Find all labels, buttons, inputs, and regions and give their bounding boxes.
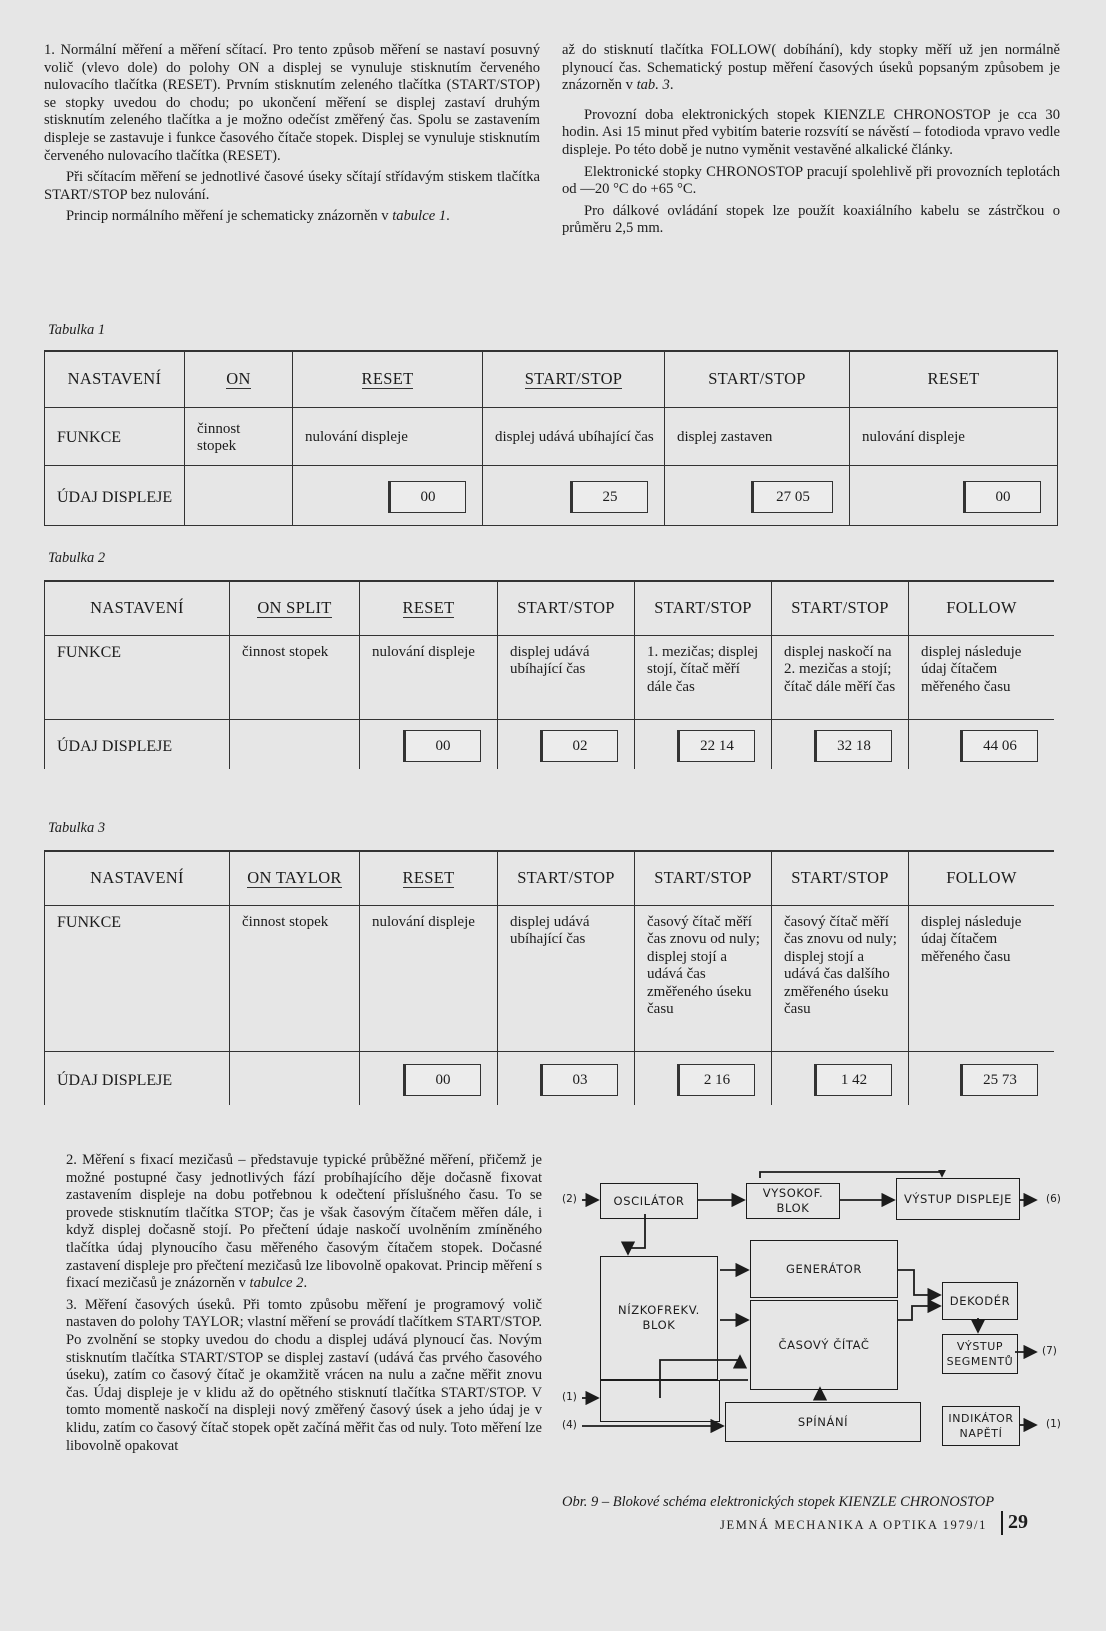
display-cell: [498, 1051, 635, 1105]
header-cell: START/STOP: [635, 851, 772, 905]
table3-caption: Tabulka 3: [48, 820, 106, 836]
header-cell: ON TAYLOR: [230, 851, 360, 905]
voltage-indicator-block: INDIKÁTOR NAPĚTÍ: [942, 1406, 1020, 1446]
function-cell: FUNKCE: [45, 635, 230, 719]
header-cell: FOLLOW: [909, 581, 1055, 635]
display-cell: [185, 465, 293, 525]
paragraph-principle: Princip normálního měření je schematicky znázorněn v tabulce 1.: [66, 208, 450, 225]
table-reference: tabulce 2: [249, 1275, 304, 1292]
function-cell: činnost stopek: [230, 635, 360, 719]
header-cell: NASTAVENÍ: [45, 351, 185, 407]
function-cell: displej udává ubíhající čas: [498, 905, 635, 1051]
display-cell: [230, 1051, 360, 1105]
display-label: ÚDAJ DISPLEJE: [45, 1051, 230, 1105]
display-cell: [498, 719, 635, 769]
header-cell: FOLLOW: [909, 851, 1055, 905]
header-cell: START/STOP: [772, 851, 909, 905]
display-value: 22 14: [677, 730, 755, 762]
table-reference: tab. 3: [636, 77, 670, 94]
display-cell: [909, 719, 1055, 769]
header-cell: RESET: [360, 851, 498, 905]
display-cell: [483, 465, 665, 525]
display-value: 44 06: [960, 730, 1038, 762]
display-output-block: VÝSTUP DISPLEJE: [896, 1178, 1020, 1220]
table-display-row: [45, 719, 1055, 769]
function-cell: displej následuje údaj čítačem měřeného času: [909, 905, 1055, 1051]
paragraph-follow: až do stisknutí tlačítka FOLLOW( dobíhání), kdy stopky měří už jen normálně plynoucí čas. Schematický postup měření časových úseků popsaným způsobem je znázorněn v tab. 3.: [562, 42, 1060, 94]
header-cell: RESET: [850, 351, 1058, 407]
display-value: 02: [540, 730, 618, 762]
table2-caption: Tabulka 2: [48, 550, 106, 566]
paragraph-additive-measurement: Při sčítacím měření se jednotlivé časové úseky sčítají střídavým stiskem tlačítka START/STOP bez nulování.: [44, 169, 540, 203]
footer-divider: [1001, 1511, 1003, 1535]
display-cell: [360, 719, 498, 769]
input-label-4: (4): [562, 1419, 577, 1431]
function-cell: časový čítač měří čas znovu od nuly; displej stojí a udává čas změřeného úseku času: [635, 905, 772, 1051]
display-cell: [772, 1051, 909, 1105]
header-cell: RESET: [360, 581, 498, 635]
table-header-row: [45, 351, 1058, 407]
display-value: 00: [388, 481, 466, 513]
paragraph-operating-time: Provozní doba elektronických stopek KIENZLE CHRONOSTOP je cca 30 hodin. Asi 15 minut před vybitím baterie rozsvítí se návěstí – fotodioda vpravo vedle displeje. Po této době je nutno vyměnit vestavěné alkalické články.: [562, 106, 1060, 158]
header-cell: RESET: [293, 351, 483, 407]
header-cell: NASTAVENÍ: [45, 851, 230, 905]
display-cell: [293, 465, 483, 525]
display-label: ÚDAJ DISPLEJE: [45, 719, 230, 769]
header-cell: NASTAVENÍ: [45, 581, 230, 635]
intro-left-column: [44, 42, 540, 230]
display-value: 03: [540, 1064, 618, 1096]
figure-caption: Obr. 9 – Blokové schéma elektronických stopek KIENZLE CHRONOSTOP: [562, 1494, 995, 1510]
function-cell: displej následuje údaj čítačem měřeného času: [909, 635, 1055, 719]
table2: [44, 580, 1054, 769]
paragraph-remote-control: Pro dálkové ovládání stopek lze použít koaxiálního kabelu se zástrčkou o průměru 2,5 mm.: [562, 202, 1060, 237]
generator-block: GENERÁTOR: [750, 1240, 898, 1298]
header-cell: START/STOP: [498, 581, 635, 635]
function-cell: činnost stopek: [185, 407, 293, 465]
display-value: 27 05: [751, 481, 833, 513]
table-function-row: [45, 407, 1058, 465]
display-cell: [909, 1051, 1055, 1105]
display-value: 2 16: [677, 1064, 755, 1096]
decoder-block: DEKODÉR: [942, 1282, 1018, 1320]
display-cell: [635, 719, 772, 769]
display-value: 00: [963, 481, 1041, 513]
display-cell: [635, 1051, 772, 1105]
function-cell: displej udává ubíhající čas: [483, 407, 665, 465]
table-header-row: [45, 581, 1055, 635]
high-frequency-block: VYSOKOF. BLOK: [746, 1183, 840, 1219]
header-cell: ON SPLIT: [230, 581, 360, 635]
function-cell: nulování displeje: [360, 905, 498, 1051]
input-label-2: (2): [562, 1193, 577, 1205]
display-cell: [850, 465, 1058, 525]
display-value: 25 73: [960, 1064, 1038, 1096]
header-cell: START/STOP: [665, 351, 850, 407]
lower-left-column: [44, 1152, 542, 1459]
function-cell: displej zastaven: [665, 407, 850, 465]
output-label-1: (1): [1046, 1418, 1061, 1430]
function-cell: FUNKCE: [45, 905, 230, 1051]
table-reference: tabulce 1: [392, 208, 447, 225]
display-value: 32 18: [814, 730, 892, 762]
table-display-row: [45, 465, 1058, 525]
function-cell: nulování displeje: [850, 407, 1058, 465]
low-frequency-block: NÍZKOFREKV. BLOK: [600, 1256, 718, 1380]
page-number: 29: [1008, 1511, 1028, 1533]
table1-caption: Tabulka 1: [48, 322, 106, 338]
function-cell: nulování displeje: [293, 407, 483, 465]
paragraph-interval-measurement: 3. Měření časových úseků. Při tomto způsobu měření je programový volič nastaven do polohy TAYLOR; vlastní měření se provádí tlačítkem START/STOP. Po zvolnění se stopky uvedou do chodu a displej udává plynoucí čas. Novým stisknutím tlačítka START/STOP se displej zastaví (udává čas prvého časového úseku), zatím co časový čítač je okamžitě vrácen na nulu a začne měřit znovu čas. Údaj displeje je v klidu až do opětného stisknutí tlačítka START/STOP. V tomto momentě naskočí na displeji nový změřený časový úsek a jeho údaj je v klidu, zatím co časový čítač stopek opět začíná měřit čas od nuly. Toto měření lze libovolně opakovat: [66, 1296, 542, 1454]
display-label: ÚDAJ DISPLEJE: [45, 465, 185, 525]
intro-right-column: [562, 42, 1060, 242]
display-value: 00: [403, 1064, 481, 1096]
oscillator-block: OSCILÁTOR: [600, 1183, 698, 1219]
function-cell: FUNKCE: [45, 407, 185, 465]
segment-output-block: VÝSTUP SEGMENTŮ: [942, 1334, 1018, 1374]
switching-block: SPÍNÁNÍ: [725, 1402, 921, 1442]
header-cell: START/STOP: [498, 851, 635, 905]
function-cell: 1. mezičas; displej stojí, čítač měří dále čas: [635, 635, 772, 719]
paragraph-split-measurement: 2. Měření s fixací mezičasů – představuje typické průběžné měření, přičemž je možné postupné časy jednotlivých fází probíhajícího děje dočasně fixovat zastavením displeje na dobu potřebnou k odečtení příslušného času. To se provede stisknutím tlačítka STOP; čas je však časovým čítačem měřen dále, i když displej dočasně stojí. Po přečtení údaje naskočí uvolněním zmíněného tlačítka údaj plynoucího času měřeného časovým čítačem stopek. Dočasné zastavení displeje pro přečtení mezičasů lze libovolně opakovat. Princip měření s fixací mezičasů je znázorněn v tabulce 2.: [66, 1152, 542, 1292]
header-cell: START/STOP: [483, 351, 665, 407]
table-header-row: [45, 851, 1055, 905]
output-label-6: (6): [1046, 1193, 1061, 1205]
display-cell: [665, 465, 850, 525]
function-cell: displej udává ubíhající čas: [498, 635, 635, 719]
display-cell: [772, 719, 909, 769]
table3: [44, 850, 1054, 1105]
block-diagram: [560, 1170, 1070, 1486]
function-cell: displej naskočí na 2. mezičas a stojí; čítač dále měří čas: [772, 635, 909, 719]
header-cell: START/STOP: [772, 581, 909, 635]
function-cell: časový čítač měří čas znovu od nuly; displej stojí a udává čas dalšího změřeného úseku času: [772, 905, 909, 1051]
display-value: 25: [570, 481, 648, 513]
table-function-row: [45, 905, 1055, 1051]
table-display-row: [45, 1051, 1055, 1105]
table1: [44, 350, 1058, 526]
paragraph-temperature: Elektronické stopky CHRONOSTOP pracují spolehlivě při provozních teplotách od —20 °C do +65 °C.: [562, 163, 1060, 198]
table-function-row: [45, 635, 1055, 719]
time-counter-block: ČASOVÝ ČÍTAČ: [750, 1300, 898, 1390]
paragraph-normal-measurement: 1. Normální měření a měření sčítací. Pro tento způsob měření se nastaví posuvný volič (vlevo dole) do polohy ON a displej se vynuluje stisknutím červeného nulovacího tlačítka (RESET). Prvním stisknutím zeleného tlačítka (START/STOP) se stopky uvedou do chodu; po ukončení měření se displej zastaví druhým stisknutím zeleného tlačítka a je možno odečíst změřený čas. Spolu se zastavením displeje se zastavuje i funkce časového čítače stopek. Displej se vynuluje stisknutím červeného nulovacího tlačítka (RESET).: [44, 42, 540, 164]
display-cell: [360, 1051, 498, 1105]
header-cell: START/STOP: [635, 581, 772, 635]
journal-footer: JEMNÁ MECHANIKA A OPTIKA 1979/1: [720, 1518, 987, 1532]
input-label-1: (1): [562, 1391, 577, 1403]
small-input-block: [600, 1380, 720, 1422]
header-cell: ON: [185, 351, 293, 407]
display-value: 1 42: [814, 1064, 892, 1096]
function-cell: nulování displeje: [360, 635, 498, 719]
display-cell: [230, 719, 360, 769]
output-label-7: (7): [1042, 1345, 1057, 1357]
display-value: 00: [403, 730, 481, 762]
function-cell: činnost stopek: [230, 905, 360, 1051]
